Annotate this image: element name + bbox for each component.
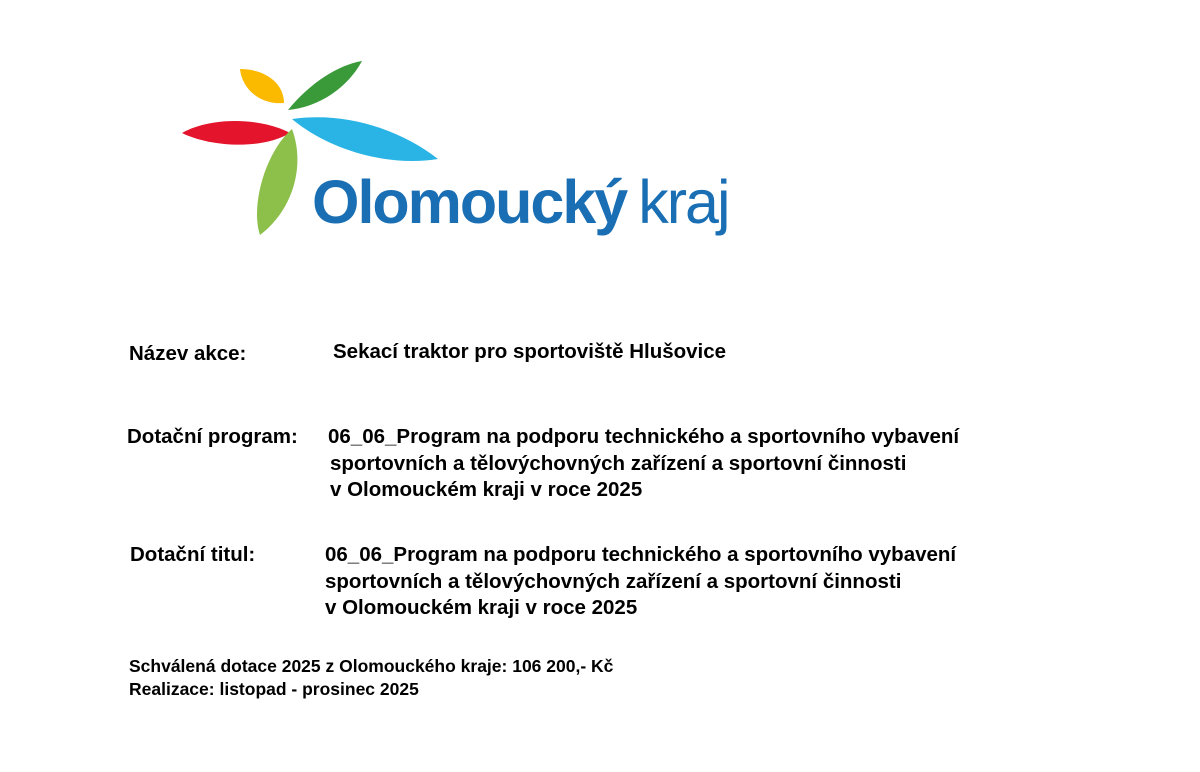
- titul-line-2: sportovních a tělovýchovných zařízení a sportovní činnosti: [325, 569, 902, 593]
- nazev-akce-label: Název akce:: [129, 342, 247, 365]
- lightgreen-petal: [257, 129, 297, 235]
- green-petal: [288, 61, 362, 110]
- red-petal: [182, 121, 290, 145]
- schvalena-dotace-text: Schválená dotace 2025 z Olomouckého kraje: 106 200,- Kč: [129, 656, 614, 676]
- logo-word-light: kraj: [638, 168, 729, 236]
- titul-line-1: 06_06_Program na podporu technického a sportovního vybavení: [325, 543, 957, 566]
- program-line-2: sportovních a tělovýchovných zařízení a sportovní činnosti: [330, 451, 907, 475]
- olomoucky-kraj-logo: [180, 55, 800, 245]
- program-line-3: v Olomouckém kraji v roce 2025: [330, 478, 643, 501]
- titul-line-3: v Olomouckém kraji v roce 2025: [325, 596, 638, 619]
- realizace-text: Realizace: listopad - prosinec 2025: [129, 679, 419, 699]
- dotacni-titul-value: [325, 542, 956, 622]
- dotacni-titul-label: Dotační titul:: [130, 543, 256, 566]
- blue-petal: [292, 117, 438, 161]
- logo-wordmark: [312, 168, 729, 236]
- yellow-petal: [240, 69, 284, 103]
- dotacni-program-label: Dotační program:: [127, 425, 298, 448]
- nazev-akce-value: Sekací traktor pro sportoviště Hlušovice: [333, 340, 727, 363]
- dotacni-program-value: [328, 424, 959, 504]
- logo-word-bold: Olomoucký: [312, 168, 627, 236]
- program-line-1: 06_06_Program na podporu technického a sportovního vybavení: [328, 425, 960, 448]
